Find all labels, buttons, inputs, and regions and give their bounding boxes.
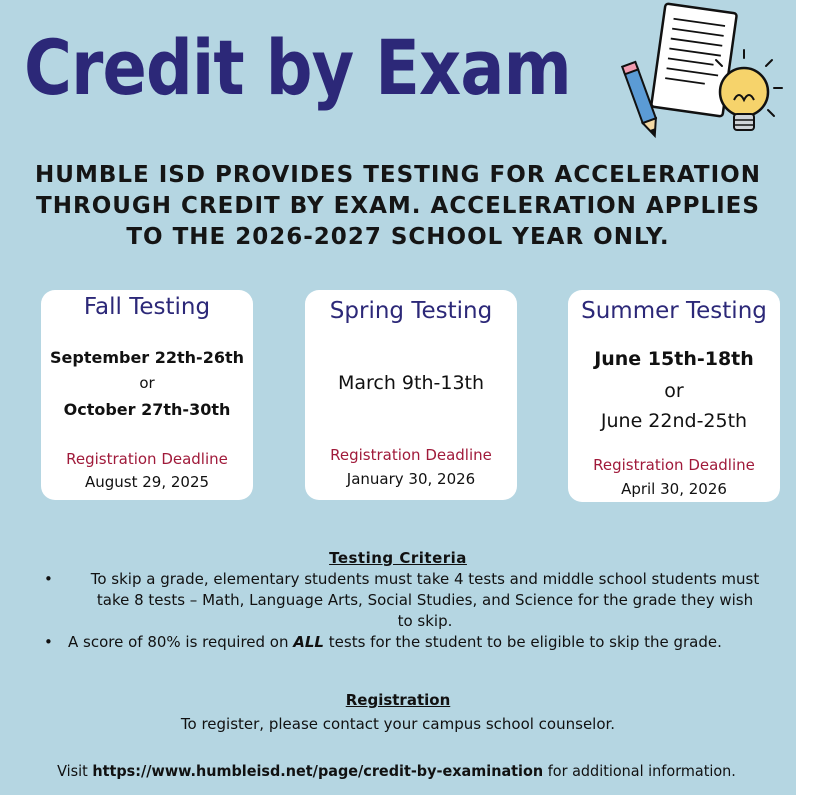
deadline-label: Registration Deadline [593, 456, 755, 474]
card-or: or [139, 374, 155, 392]
criteria-list [0, 569, 796, 653]
card-date: September 22th-26th [49, 348, 244, 367]
deadline-date: August 29, 2025 [84, 473, 210, 491]
card-date: June 15th-18th [594, 348, 754, 370]
deadline-date: April 30, 2026 [621, 480, 727, 498]
card-date: June 22nd-25th [600, 410, 748, 432]
card-date: October 27th-30th [63, 400, 231, 419]
card-title: Summer Testing [581, 298, 767, 324]
summer-testing-card [568, 290, 780, 502]
criteria-line: To skip a grade, elementary students must take 4 tests and middle school students must [90, 570, 760, 588]
card-date: March 9th-13th [337, 372, 485, 394]
illustration [616, 0, 796, 150]
testing-criteria [0, 547, 796, 653]
emphasis-text: ALL [293, 633, 324, 651]
headline-line: HUMBLE ISD PROVIDES TESTING FOR ACCELERATION [35, 162, 761, 188]
bullet-icon: • [44, 570, 53, 588]
page-title: Credit by Exam [24, 23, 571, 112]
bullet-icon: • [44, 633, 53, 651]
website-link[interactable]: https://www.humbleisd.net/page/credit-by-examination [92, 762, 544, 780]
card-title: Spring Testing [329, 298, 493, 324]
fall-testing-card [41, 290, 253, 500]
visit-text: Visit [57, 762, 93, 780]
visit-line [0, 760, 793, 782]
deadline-date: January 30, 2026 [346, 470, 476, 488]
criteria-line: to skip. [397, 612, 453, 630]
headline-line: THROUGH CREDIT BY EXAM. ACCELERATION APPLIES [36, 193, 760, 219]
spring-testing-card [305, 290, 517, 500]
list-item [0, 632, 796, 653]
criteria-title: Testing Criteria [329, 549, 467, 567]
deadline-label: Registration Deadline [330, 446, 492, 464]
list-item [0, 569, 796, 632]
registration-title: Registration [345, 691, 451, 709]
criteria-line: take 8 tests – Math, Language Arts, Social Studies, and Science for the grade they wish [96, 591, 754, 609]
card-or: or [664, 380, 684, 402]
deadline-label: Registration Deadline [66, 450, 228, 468]
visit-text: for additional information. [543, 762, 736, 780]
criteria-text: A score of 80% is required on [68, 633, 294, 651]
headline-line: TO THE 2026-2027 SCHOOL YEAR ONLY. [126, 224, 670, 250]
headline [0, 160, 796, 253]
registration-text: To register, please contact your campus school counselor. [180, 715, 616, 733]
criteria-text: tests for the student to be eligible to skip the grade. [324, 633, 722, 651]
card-title: Fall Testing [83, 294, 211, 320]
